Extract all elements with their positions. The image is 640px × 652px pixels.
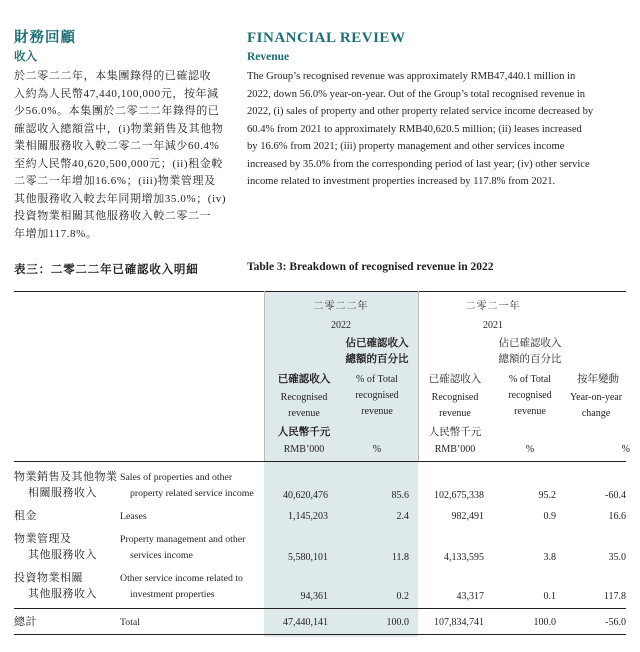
line-en: income related to investment properties increased by 117.8% from 2021. <box>247 176 556 187</box>
row-label-cn <box>14 570 97 602</box>
table-title-cn: 表三：二零二二年已確認收入明細 <box>14 264 199 276</box>
total-rev2022: 47,440,141 <box>283 617 328 628</box>
header-rev-cn-2022: 已確認收入 <box>277 374 331 385</box>
header-pct-cn-line1: 佔已確認收入 <box>498 338 562 349</box>
total-yoy: -56.0 <box>605 617 626 628</box>
header-rev-en2: revenue <box>439 408 471 419</box>
header-pct-cn-line2: 總額的百分比 <box>498 354 562 365</box>
line-en: The Group’s recognised revenue was approximately RMB47,440.1 million in <box>247 71 576 82</box>
header-pct-en3: revenue <box>361 406 393 417</box>
header-pct-en1: % of Total <box>356 374 398 385</box>
header-yoy-en1: Year-on-year <box>569 392 623 403</box>
line-cn: 業相關服務收入較二零二一年減少60.4% <box>14 140 220 152</box>
header-pct-cn-2021 <box>490 336 570 368</box>
row-label-en-line2: property related service income <box>130 488 254 499</box>
table-cell-rev2022: 40,620,476 <box>283 490 328 501</box>
header-rev-en2: revenue <box>288 408 320 419</box>
line-cn: 確認收入總額當中，(i)物業銷售及其他物 <box>14 122 224 135</box>
paragraph-cn <box>14 68 236 243</box>
table-top-rule <box>14 291 626 292</box>
header-rev-en-2022 <box>264 390 344 422</box>
total-rev2021: 107,834,741 <box>434 617 484 628</box>
row-label-cn-line2: 其他服務收入 <box>28 549 97 561</box>
header-pct-en3: revenue <box>514 406 546 417</box>
table-cell-yoy: -60.4 <box>605 490 626 501</box>
chinese-section <box>14 29 236 243</box>
row-label-cn-line1: 物業管理及 <box>14 533 72 545</box>
line-cn: 至約人民幣40,620,500,000元；(ii)租金較 <box>14 157 223 170</box>
row-label-cn-line1: 租金 <box>14 510 37 522</box>
header-yoy-en2: change <box>581 408 611 419</box>
row-label-en-line1: Property management and other <box>120 534 246 545</box>
header-rev-en1: Recognised <box>431 392 479 403</box>
line-cn: 其他服務收入較去年同期增加35.0%；(iv) <box>14 192 227 205</box>
heading-cn: 財務回顧 <box>14 30 76 46</box>
line-en: 2022, (i) sales of property and other property related service income decreased by <box>247 106 594 117</box>
header-pct-sym-2021: % <box>525 444 535 455</box>
table-cell-pct2022: 2.4 <box>396 511 409 522</box>
line-cn: 二零二一年增加16.6%；(iii)物業管理及 <box>14 175 216 187</box>
header-yoy-en <box>562 390 630 422</box>
table-cell-pct2022: 85.6 <box>391 490 409 501</box>
header-bottom-rule <box>14 461 626 462</box>
heading-en: FINANCIAL REVIEW <box>247 30 406 46</box>
header-pct-sym-2022: % <box>372 444 382 455</box>
row-label-cn-line2: 其他服務收入 <box>28 588 97 600</box>
total-top-rule <box>14 608 626 609</box>
line-en: 2022, down 56.0% year-on-year. Out of the Group’s total recognised revenue in <box>247 88 586 100</box>
row-label-en <box>120 509 147 525</box>
paragraph-en <box>247 68 627 191</box>
header-rev-en-2021 <box>418 390 492 422</box>
header-unit-en-2022: RMB’000 <box>283 444 325 455</box>
table-bottom-rule <box>14 634 626 635</box>
table-cell-pct2022: 11.8 <box>391 552 409 563</box>
header-pct-en1: % of Total <box>509 374 551 385</box>
header-2021-en: 2021 <box>483 320 503 331</box>
row-label-en <box>120 532 245 564</box>
row-label-cn-line1: 投資物業相關 <box>14 572 83 584</box>
subheading-en: Revenue <box>247 51 290 63</box>
line-cn: 少56.0%。本集團於二零二二年錄得的已 <box>14 105 220 117</box>
header-unit-en-2021: RMB’000 <box>434 444 476 455</box>
header-rev-en1: Recognised <box>280 392 328 403</box>
line-en: by 16.6% from 2021; (iii) property management and other services income <box>247 141 565 152</box>
header-2021-cn: 二零二一年 <box>465 301 521 312</box>
table-cell-rev2022: 5,580,101 <box>288 552 328 563</box>
table-cell-pct2022: 0.2 <box>396 591 409 602</box>
table-cell-pct2021: 0.1 <box>543 591 556 602</box>
header-unit-cn-2022: 人民幣千元 <box>277 427 331 438</box>
total-label-en: Total <box>120 617 140 628</box>
subheading-cn: 收入 <box>14 51 37 63</box>
table-cell-rev2021: 43,317 <box>456 591 484 602</box>
total-label-cn: 總計 <box>14 616 37 628</box>
header-pct-en2: recognised <box>355 390 399 401</box>
row-label-en-line2: services income <box>130 550 193 561</box>
table-cell-rev2021: 4,133,595 <box>444 552 484 563</box>
line-cn: 投資物業相關其他服務收入較二零二一 <box>14 210 212 222</box>
row-label-cn-line1: 物業銷售及其他物業 <box>14 471 118 483</box>
table-cell-pct2021: 3.8 <box>543 552 556 563</box>
header-pct-cn-2022 <box>336 336 418 368</box>
row-label-en-line1: Sales of properties and other <box>120 472 233 483</box>
row-label-cn <box>14 508 37 524</box>
row-label-en-line1: Other service income related to <box>120 573 243 584</box>
line-en: increased by 35.0% from the corresponding period of last year; (iv) other service <box>247 158 590 170</box>
row-label-en-line1: Leases <box>120 511 147 522</box>
header-2022-en: 2022 <box>331 320 351 331</box>
table-cell-rev2022: 94,361 <box>300 591 328 602</box>
header-yoy-cn: 按年變動 <box>577 374 619 385</box>
row-label-cn <box>14 531 97 563</box>
header-2022-cn: 二零二二年 <box>313 301 369 312</box>
header-rev-cn-2021: 已確認收入 <box>428 374 482 385</box>
header-unit-cn-2021: 人民幣千元 <box>428 427 482 438</box>
row-label-cn <box>14 469 118 501</box>
table-cell-yoy: 16.6 <box>608 511 626 522</box>
table-cell-pct2021: 95.2 <box>538 490 556 501</box>
line-cn: 於二零二二年，本集團錄得的已確認收 <box>14 70 212 82</box>
header-pct-cn-line1: 佔已確認收入 <box>345 338 409 349</box>
header-pct-cn-line2: 總額的百分比 <box>345 354 409 365</box>
header-pct-en2: recognised <box>508 390 552 401</box>
table-cell-rev2022: 1,145,203 <box>288 511 328 522</box>
line-en: 60.4% from 2021 to approximately RMB40,620.5 million; (ii) leases increased <box>247 123 582 135</box>
row-label-en <box>120 571 243 603</box>
table-cell-yoy: 35.0 <box>608 552 626 563</box>
total-pct2022: 100.0 <box>386 617 409 628</box>
table-title-en: Table 3: Breakdown of recognised revenue in 2022 <box>247 261 494 273</box>
row-label-en-line2: investment properties <box>130 589 215 600</box>
header-pct-en-2022 <box>336 372 418 420</box>
row-label-cn-line2: 相關服務收入 <box>28 487 97 499</box>
header-yoy-sym: % <box>621 444 630 455</box>
table-cell-rev2021: 982,491 <box>451 511 484 522</box>
table-cell-pct2021: 0.9 <box>543 511 556 522</box>
table-cell-yoy: 117.8 <box>603 591 626 602</box>
total-pct2021: 100.0 <box>533 617 556 628</box>
revenue-table <box>14 291 630 637</box>
table-cell-rev2021: 102,675,338 <box>434 490 484 501</box>
line-cn: 年增加117.8%。 <box>14 227 98 240</box>
line-cn: 入約為人民幣47,440,100,000元，按年減 <box>14 87 219 100</box>
row-label-en <box>120 470 254 502</box>
english-section <box>247 29 627 191</box>
header-pct-en-2021 <box>490 372 570 420</box>
